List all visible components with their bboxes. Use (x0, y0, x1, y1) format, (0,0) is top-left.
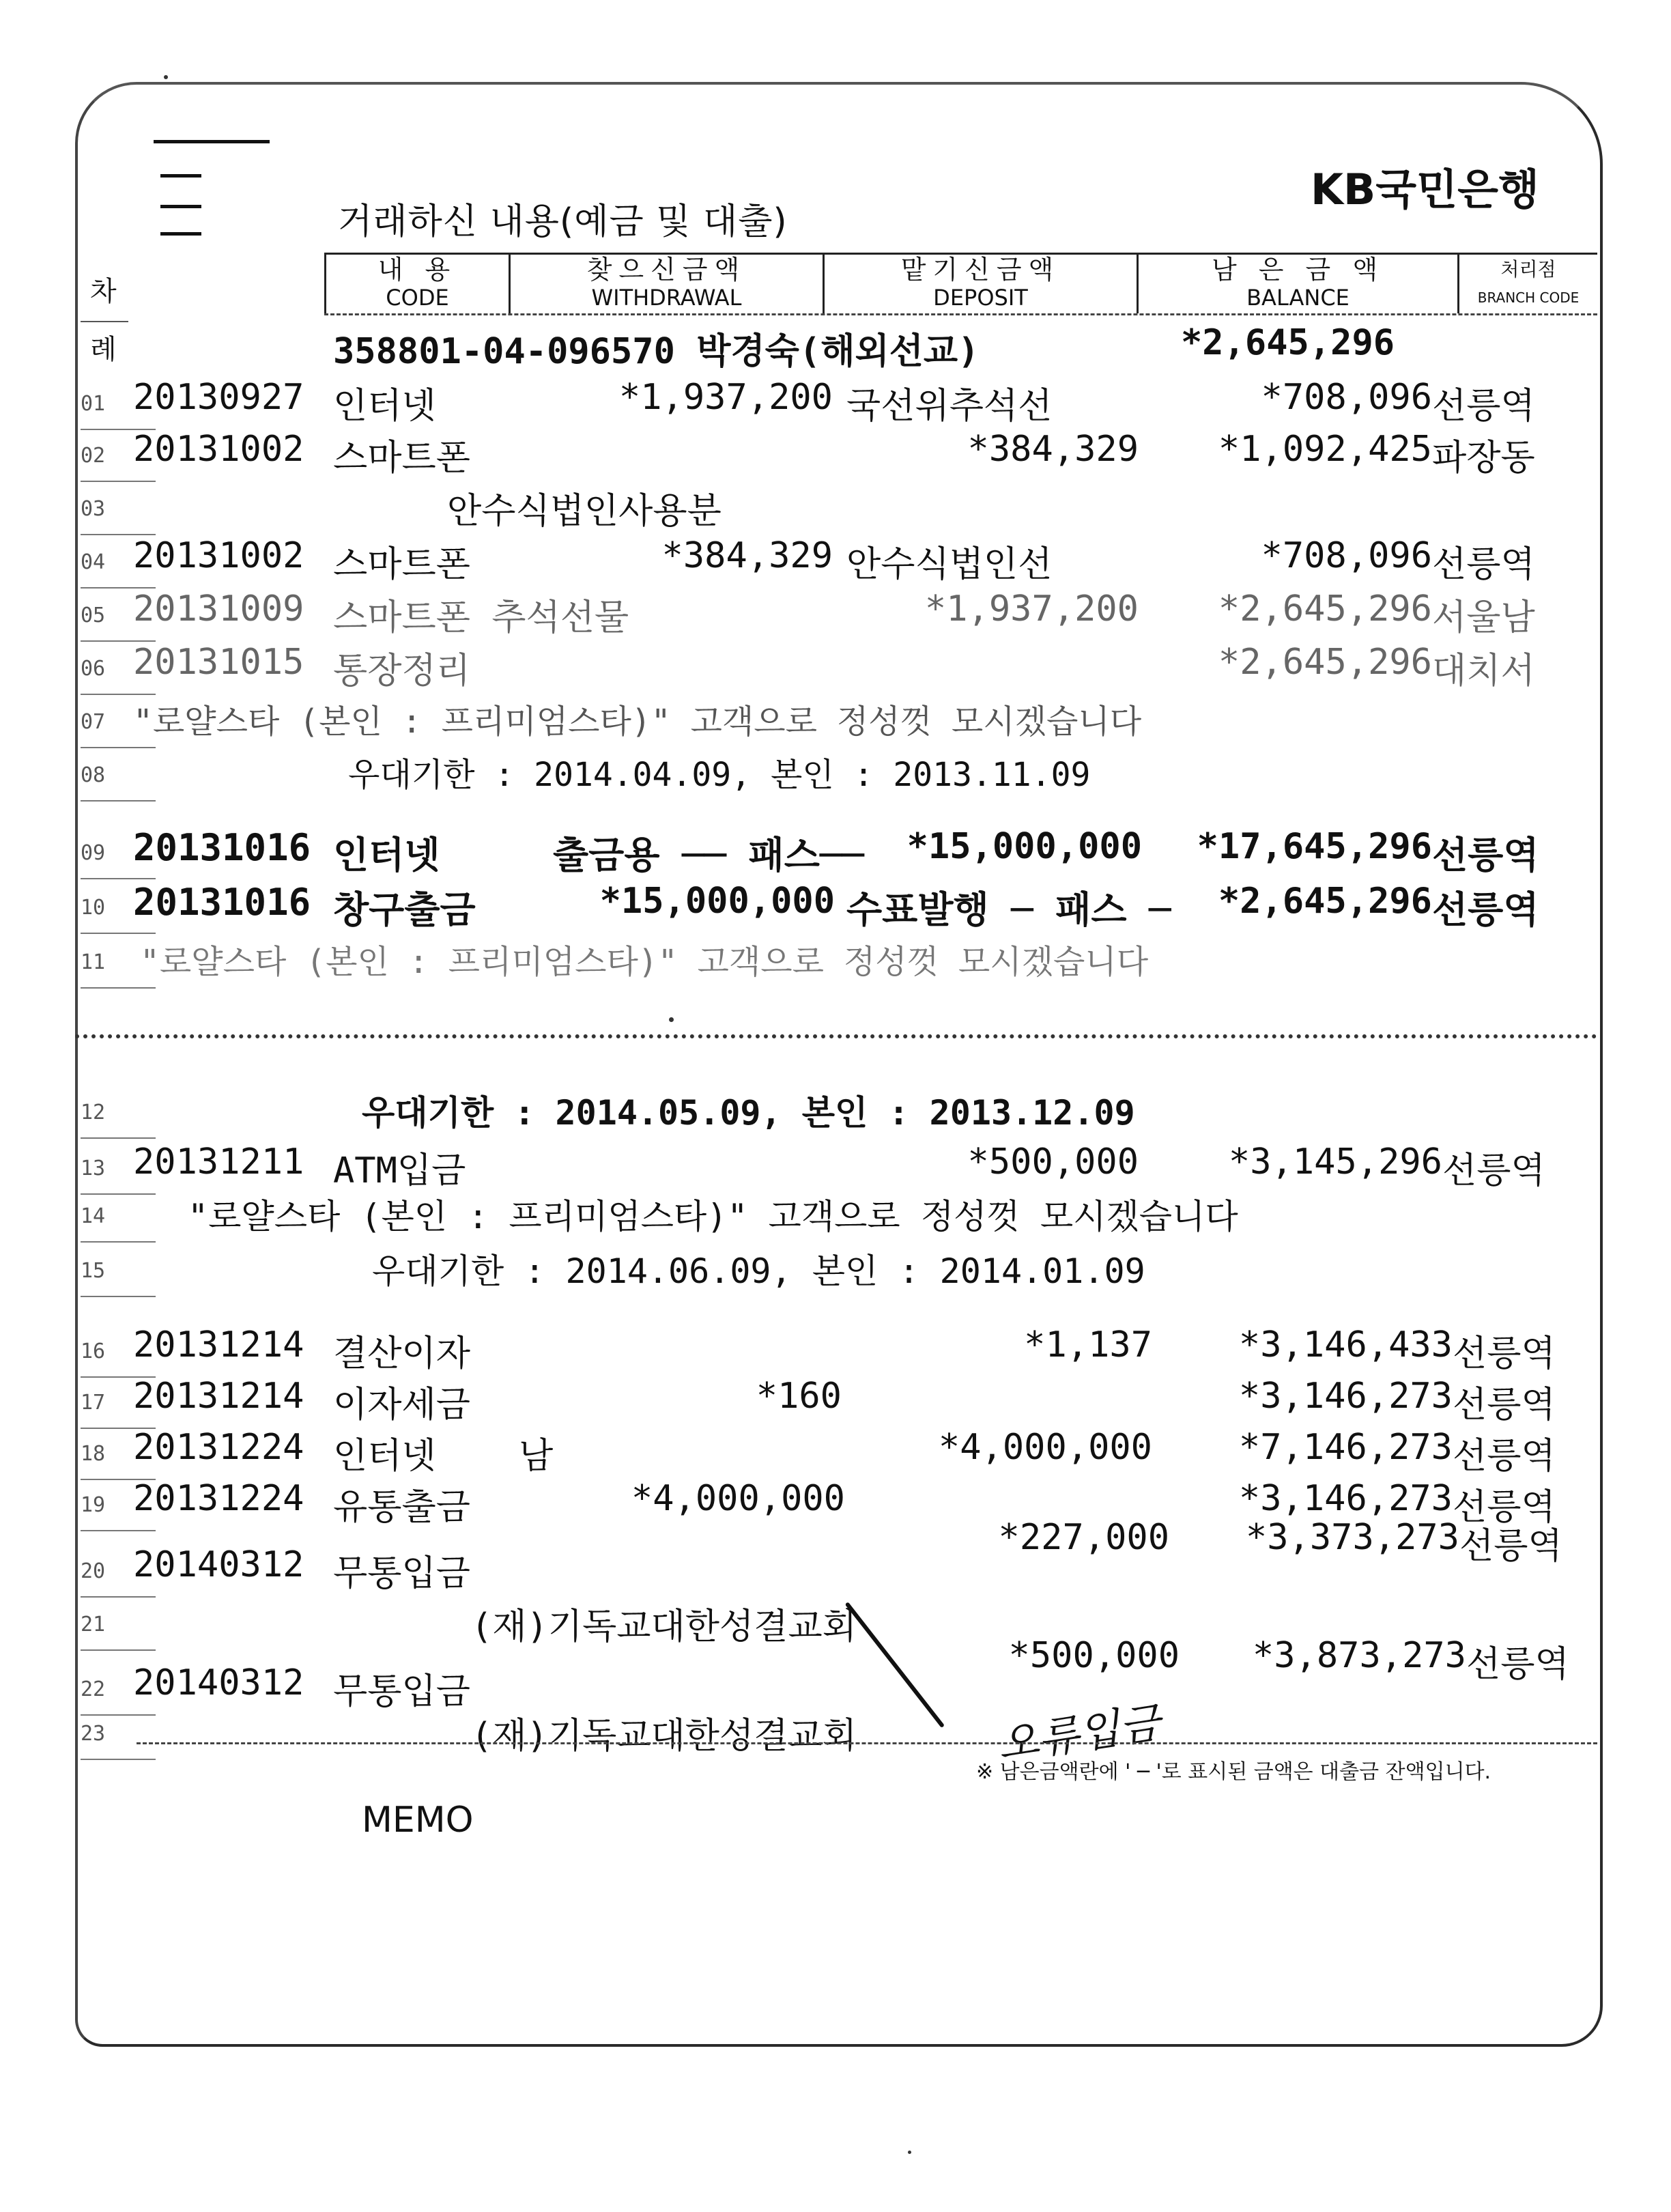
table-row: 21 (재)기독교대한성결교회 (0, 1598, 1671, 1648)
table-row: 14 "로얄스타 (본인 : 프리미엄스타)" 고객으로 정성껏 모시겠습니다 (0, 1189, 1671, 1240)
table-row: 13 20131211 ATM입금 *500,000 *3,145,296 선릉역 (0, 1142, 1671, 1192)
table-row: 05 20131009 스마트폰 추석선물 *1,937,200 *2,645,296 서울남 (0, 589, 1671, 639)
notice-royal-star: "로얄스타 (본인 : 프리미엄스타)" 고객으로 정성껏 모시겠습니다 (140, 943, 1149, 981)
column-code: 내 용 CODE (324, 255, 509, 313)
bottom-divider (137, 1742, 1597, 1744)
balance-footnote: ※ 남은금액란에 ' ─ '로 표시된 금액은 대출금 잔액입니다. (976, 1760, 1491, 1784)
table-row: 17 20131214 이자세금 *160 *3,146,273 선릉역 (0, 1376, 1671, 1426)
scan-speck (908, 2151, 911, 2154)
side-label-a: 차 (90, 276, 117, 307)
table-row: 12 우대기한 : 2014.05.09, 본인 : 2013.12.09 (0, 1086, 1671, 1136)
table-row: 09 20131016 인터넷 출금용 ── 패스── *15,000,000 *17,645,296 선릉역 (0, 826, 1671, 877)
table-row: 06 20131015 통장정리 *2,645,296 대치서 (0, 642, 1671, 692)
notice-deadline: 우대기한 : 2014.04.09, 본인 : 2013.11.09 (348, 756, 1091, 794)
table-row: 11 "로얄스타 (본인 : 프리미엄스타)" 고객으로 정성껏 모시겠습니다 (0, 935, 1671, 986)
notice-royal-star: "로얄스타 (본인 : 프리미엄스타)" 고객으로 정성껏 모시겠습니다 (188, 1197, 1238, 1236)
table-row: 01 20130927 인터넷 *1,937,200 국선위추석선 *708,096 선릉역 (0, 377, 1671, 427)
table-row: 23 (재)기독교대한성결교회 (0, 1707, 1671, 1757)
bank-logo-text: KB국민은행 (1311, 165, 1539, 214)
table-row: 10 20131016 창구출금 *15,000,000 수표발행 ─ 패스 ─ *2,645,296 선릉역 (0, 881, 1671, 931)
scan-speck (164, 75, 168, 79)
notice-royal-star: "로얄스타 (본인 : 프리미엄스타)" 고객으로 정성껏 모시겠습니다 (133, 703, 1142, 741)
table-row: 15 우대기한 : 2014.06.09, 본인 : 2014.01.09 (0, 1244, 1671, 1294)
table-row: 03 안수식법인사용분 (0, 482, 1671, 533)
table-row: 07 "로얄스타 (본인 : 프리미엄스타)" 고객으로 정성껏 모시겠습니다 (0, 695, 1671, 746)
column-balance: 남 은 금 액 BALANCE (1137, 255, 1457, 313)
column-header (324, 253, 1597, 315)
table-row: 04 20131002 스마트폰 *384,329 안수식법인선 *708,096 선릉역 (0, 535, 1671, 586)
table-row: 18 20131224 인터넷 남 *4,000,000 *7,146,273 선릉역 (0, 1427, 1671, 1477)
table-row: 20 20140312 무통입금 *227,000 *3,373,273 선릉역 (0, 1544, 1671, 1595)
account-number-holder: 358801-04-096570 박경숙(해외선교) (333, 331, 980, 372)
scan-speck (669, 1017, 674, 1022)
account-opening-balance: *2,645,296 (1181, 322, 1395, 363)
table-row: 16 20131214 결산이자 *1,137 *3,146,433 선릉역 (0, 1324, 1671, 1375)
table-row: 02 20131002 스마트폰 *384,329 *1,092,425 파장동 (0, 429, 1671, 479)
table-row: 22 20140312 무통입금 *500,000 *3,873,273 선릉역 (0, 1662, 1671, 1713)
column-withdrawal: 찾으신금액 WITHDRAWAL (509, 255, 823, 313)
side-separator (81, 321, 128, 322)
notice-deadline: 우대기한 : 2014.05.09, 본인 : 2013.12.09 (362, 1093, 1135, 1133)
handwritten-note: 오류입금 (994, 1697, 1164, 1770)
notice-deadline: 우대기한 : 2014.06.09, 본인 : 2014.01.09 (372, 1251, 1145, 1291)
tear-separator (75, 1034, 1597, 1038)
memo-label: MEMO (362, 1800, 474, 1841)
table-row: 19 20131224 유통출금 *4,000,000 *3,146,273 선릉역 (0, 1478, 1671, 1529)
column-deposit: 맡기신금액 DEPOSIT (823, 255, 1137, 313)
table-row: 08 우대기한 : 2014.04.09, 본인 : 2013.11.09 (0, 748, 1671, 799)
side-label-b: 례 (90, 334, 117, 365)
column-branch: 처리점 BRANCH CODE (1457, 255, 1597, 313)
menu-lines-icon (154, 140, 270, 236)
page-title: 거래하신 내용(예금 및 대출) (338, 201, 788, 242)
